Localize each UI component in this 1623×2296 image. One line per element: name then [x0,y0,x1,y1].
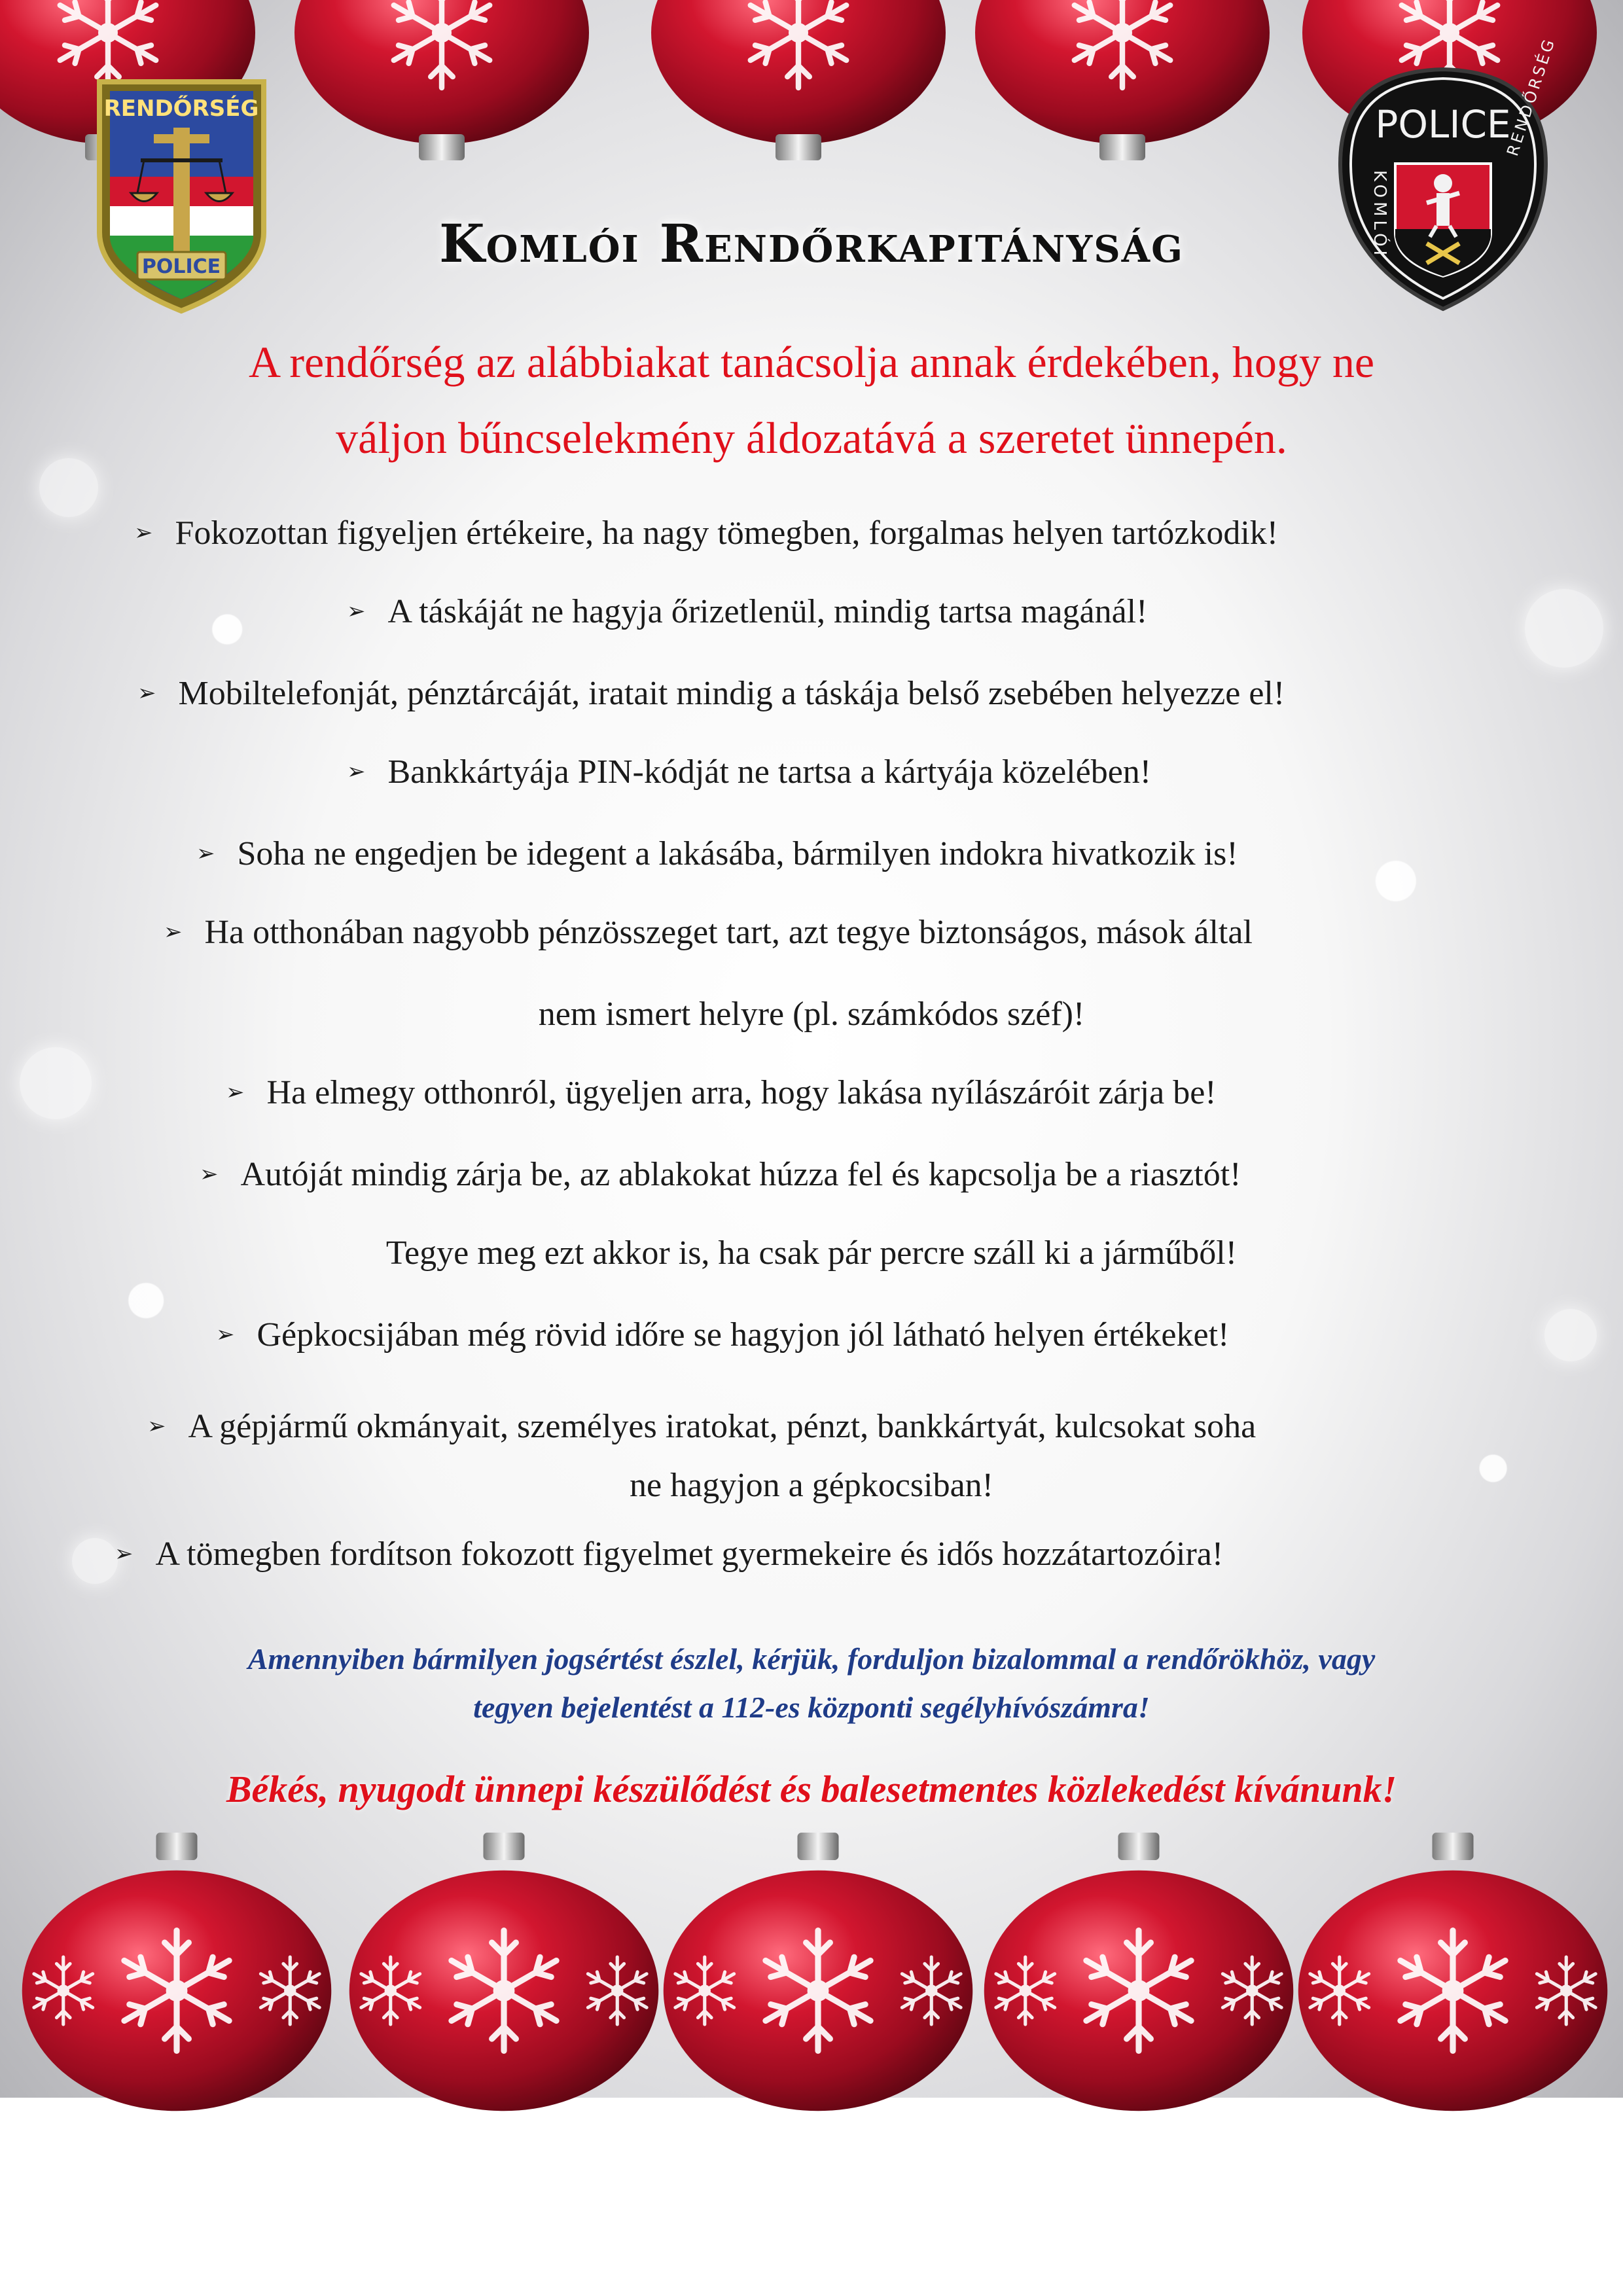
tip-text: Fokozottan figyeljen értékeire, ha nagy tömegben, forgalmas helyen tartózkodik! [175,514,1279,552]
tip-item [134,514,1278,552]
arrow-bullet-icon: ➢ [200,1162,219,1187]
tip-text: Soha ne engedjen be idegent a lakásába, bármilyen indokra hivatkozik is! [237,835,1238,872]
arrow-bullet-icon: ➢ [347,600,366,624]
intro-line: váljon bűncselekmény áldozatává a szeretet ünnepén. [336,413,1287,463]
christmas-ornament-top [288,0,596,164]
arrow-bullet-icon: ➢ [134,521,153,545]
bokeh-light [72,1538,118,1584]
arrow-bullet-icon: ➢ [164,920,183,944]
holiday-greeting: Békés, nyugodt ünnepi készülődést és balesetmentes közlekedést kívánunk! [226,1768,1397,1810]
tip-text: A tömegben fordítson fokozott figyelmet gyermekeire és idős hozzátartozóira! [155,1535,1224,1573]
bokeh-light [1525,589,1603,668]
bokeh-light [1544,1309,1597,1361]
tip-text: Autóját mindig zárja be, az ablakokat húzza fel és kapcsolja be a riasztót! [240,1156,1241,1193]
arrow-bullet-icon: ➢ [216,1323,235,1347]
advice-line: tegyen bejelentést a 112-es központi segélyhívószámra! [473,1691,1150,1724]
tip-item [347,592,1147,631]
tip-text: Bankkártyája PIN-kódját ne tartsa a kártyája közelében! [387,753,1152,791]
tip-text: Ha elmegy otthonról, ügyeljen arra, hogy lakása nyílászáróit zárja be! [266,1074,1217,1111]
komlo-police-badge-logo [1335,35,1560,314]
arrow-bullet-icon: ➢ [226,1081,245,1105]
tip-continuation: ne hagyjon a gépkocsiban! [630,1467,993,1504]
arrow-bullet-icon: ➢ [147,1414,166,1439]
tip-item [196,834,1238,873]
bokeh-light [20,1047,92,1119]
bokeh-light [39,458,98,517]
arrow-bullet-icon: ➢ [137,681,156,706]
christmas-ornament-bottom [340,1833,668,2108]
christmas-ornament-bottom [13,1833,340,2108]
tip-item [200,1155,1241,1194]
tip-continuation: Tegye meg ezt akkor is, ha csak pár percre száll ki a járműből! [385,1234,1238,1272]
tip-text: A táskáját ne hagyja őrizetlenül, mindig tartsa magánál! [387,593,1148,630]
logo-right-left-text: KOMLÓI [1370,170,1389,260]
logo-left-top-text: RENDŐRSÉG [103,96,259,122]
advice-line: Amennyiben bármilyen jogsértést észlel, kérjük, forduljon bizalommal a rendőrökhöz, vagy [247,1642,1376,1676]
logo-right-right-text: RENDŐRSÉG [1503,35,1560,158]
tip-item [115,1535,1223,1573]
tip-item [347,753,1151,791]
christmas-ornament-bottom [975,1833,1302,2108]
tip-item [216,1316,1229,1354]
tip-item [226,1073,1217,1112]
christmas-ornament-top [969,0,1276,164]
police-shield-logo [92,69,272,317]
intro-text [98,324,1525,476]
christmas-ornament-bottom [1289,1833,1616,2108]
page-title: Komlói Rendőrkapitányság [439,213,1184,274]
arrow-bullet-icon: ➢ [347,760,366,784]
logo-right-top-text: POLICE [1375,102,1511,147]
arrow-bullet-icon: ➢ [196,842,215,866]
tip-text: Ha otthonában nagyobb pénzösszeget tart, azt tegye biztonságos, mások által [204,914,1253,951]
intro-line: A rendőrség az alábbiakat tanácsolja annak érdekében, hogy ne [248,337,1375,387]
tip-item [147,1407,1256,1446]
tip-continuation: nem ismert helyre (pl. számkódos széf)! [538,996,1085,1033]
christmas-ornament-bottom [654,1833,982,2108]
christmas-ornament-top [645,0,952,164]
arrow-bullet-icon: ➢ [115,1542,134,1566]
tip-text: A gépjármű okmányait, személyes iratokat, pénzt, bankkártyát, kulcsokat soha [188,1408,1257,1445]
tip-item [137,674,1285,713]
tip-text: Mobiltelefonját, pénztárcáját, iratait mindig a táskája belső zsebében helyezze el! [178,675,1285,712]
advice-text [79,1635,1544,1732]
tip-text: Gépkocsijában még rövid időre se hagyjon jól látható helyen értékeket! [257,1316,1230,1354]
tip-item [164,913,1253,952]
logo-left-bottom-text: POLICE [141,255,221,278]
